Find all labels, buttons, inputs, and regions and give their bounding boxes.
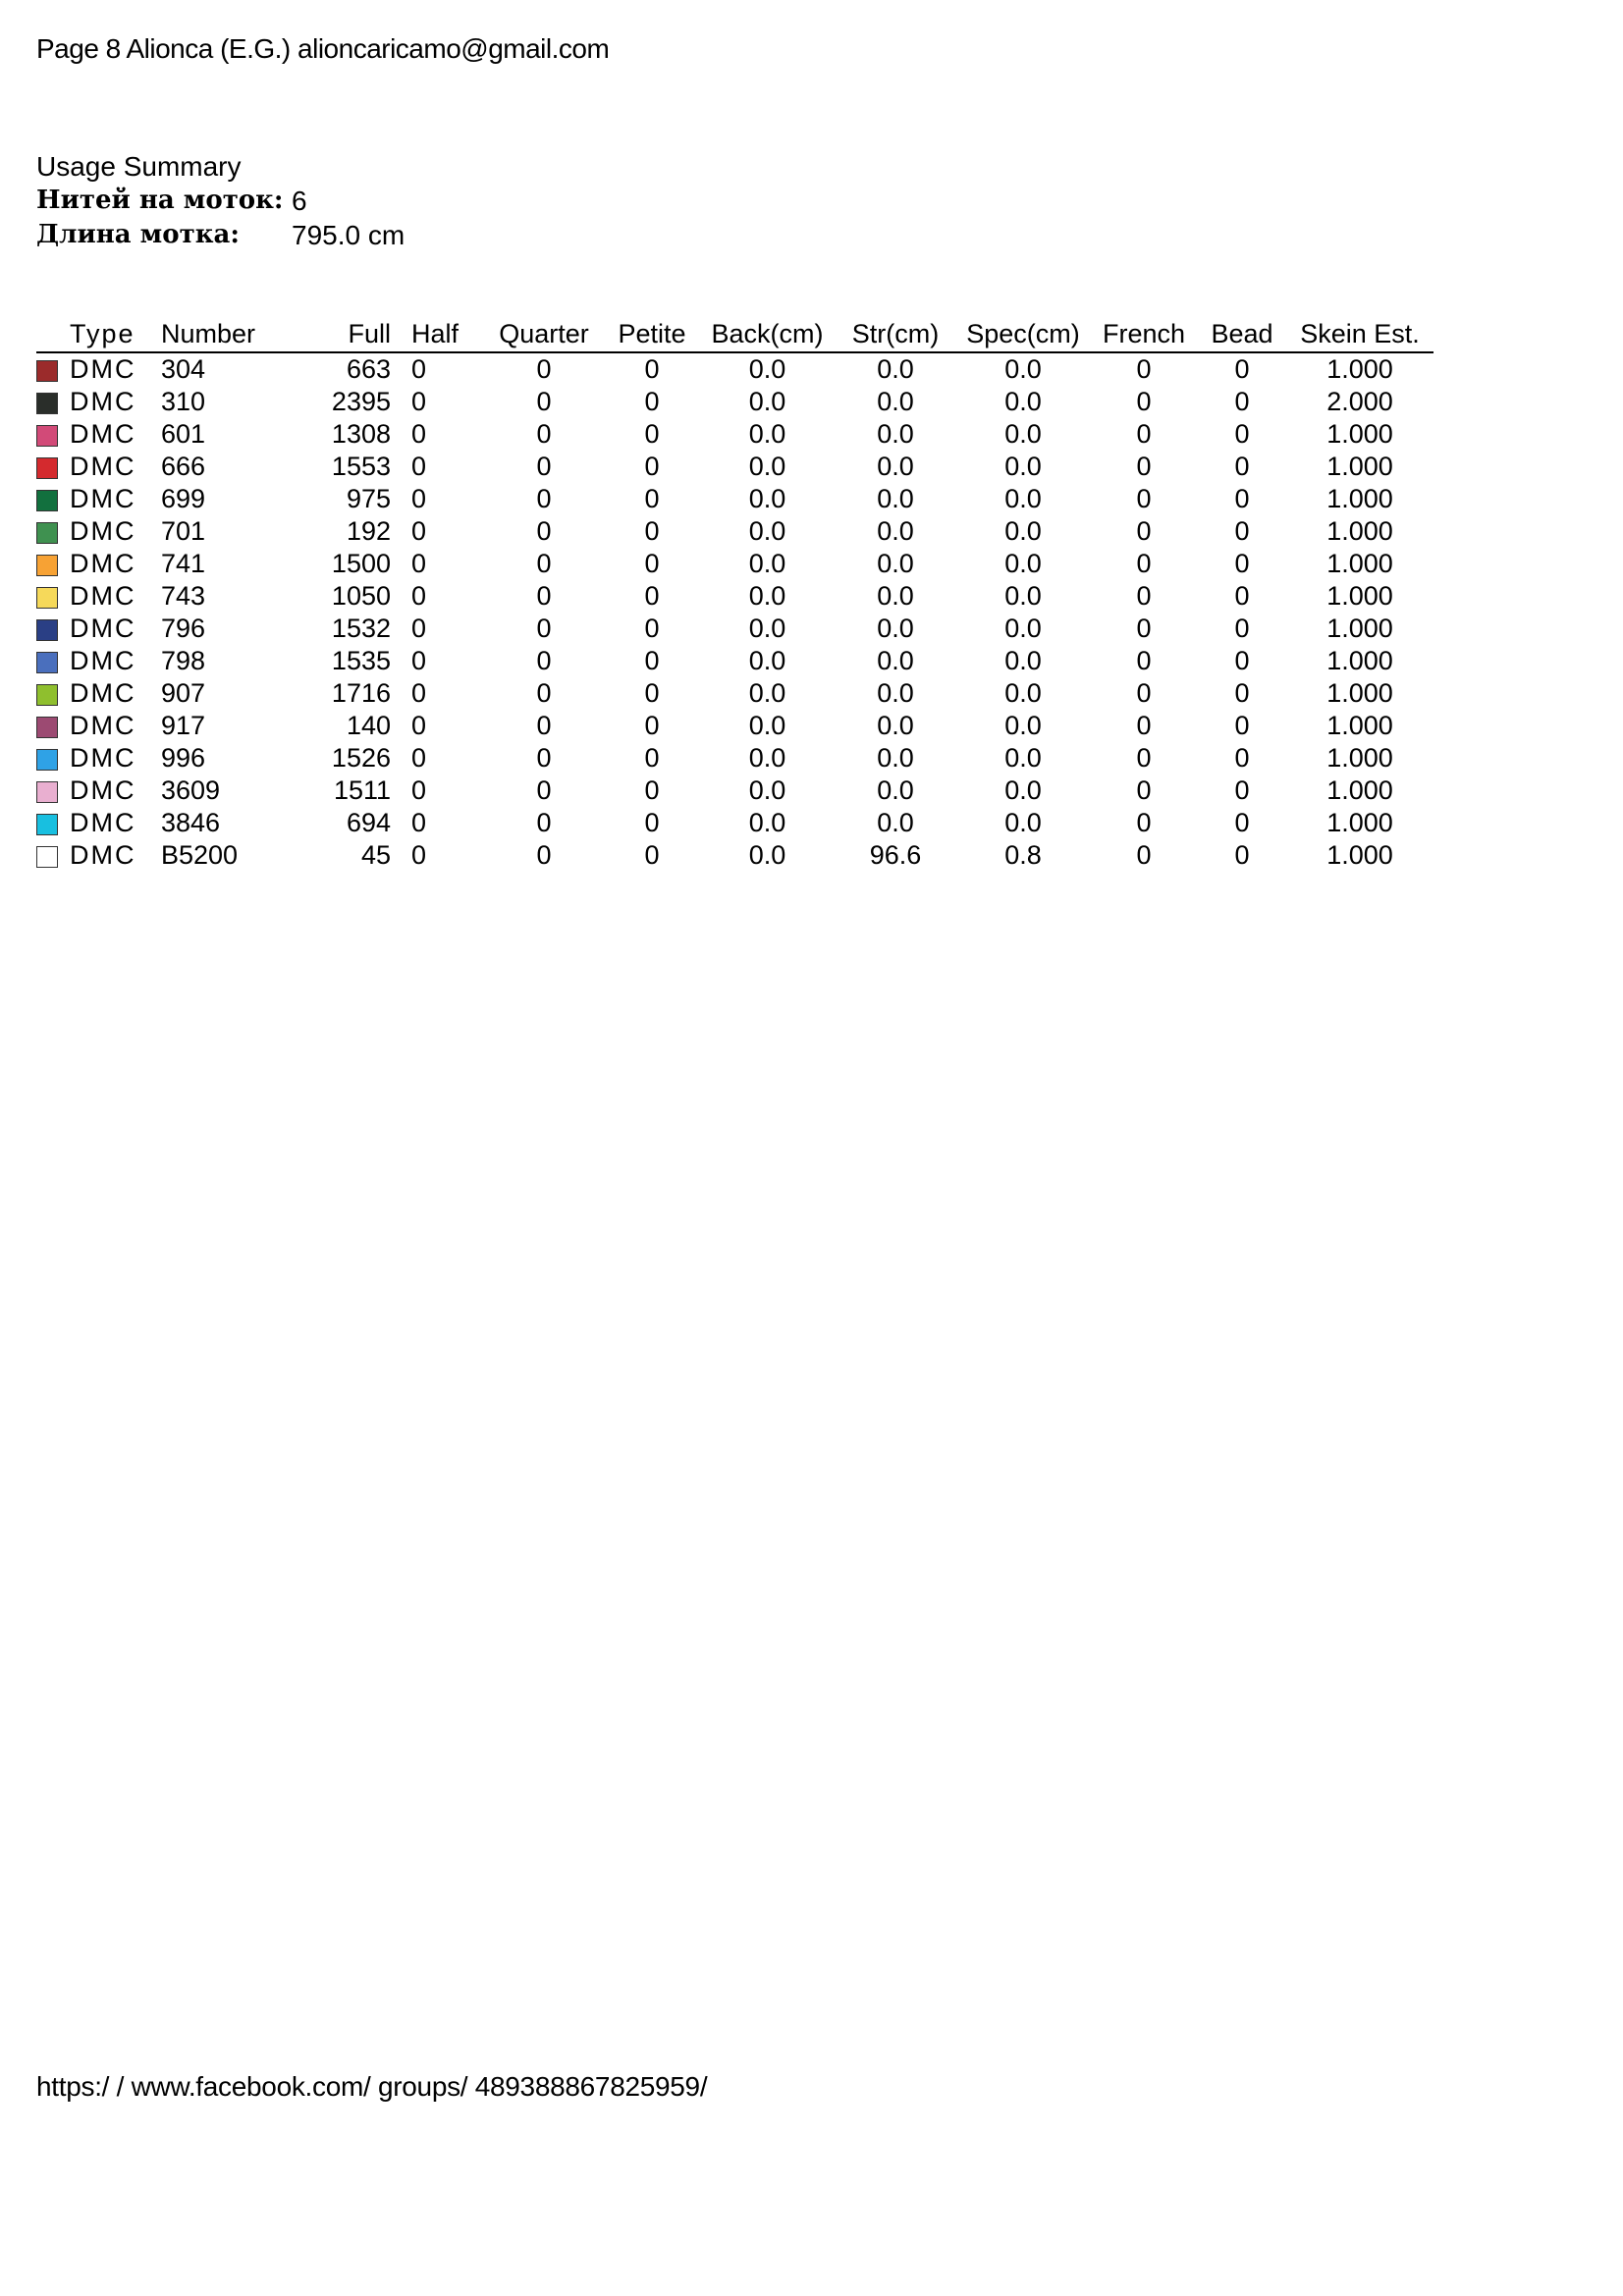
skein-cell: 1.000 <box>1326 614 1393 643</box>
french-cell: 0 <box>1136 678 1152 708</box>
back-cell: 0.0 <box>748 354 786 384</box>
half-cell: 0 <box>411 711 427 740</box>
spec-cell: 0.0 <box>1004 646 1042 675</box>
color-swatch-cell <box>36 774 70 807</box>
usage-summary <box>36 149 405 252</box>
color-swatch-cell <box>36 645 70 677</box>
number-cell: 701 <box>161 516 206 546</box>
quarter-cell: 0 <box>536 711 552 740</box>
quarter-cell: 0 <box>536 678 552 708</box>
color-swatch <box>36 425 58 447</box>
quarter-cell: 0 <box>536 549 552 578</box>
type-cell: DMC <box>70 419 136 449</box>
table-header-row <box>36 316 1434 352</box>
petite-cell: 0 <box>644 354 660 384</box>
back-cell: 0.0 <box>748 775 786 805</box>
table-row <box>36 677 1434 710</box>
color-swatch-cell <box>36 710 70 742</box>
full-cell: 1532 <box>331 614 391 643</box>
number-cell: 3609 <box>161 775 221 805</box>
str-cell: 96.6 <box>869 840 922 870</box>
full-cell: 1050 <box>331 581 391 611</box>
spec-cell: 0.0 <box>1004 743 1042 773</box>
quarter-cell: 0 <box>536 387 552 416</box>
half-cell: 0 <box>411 614 427 643</box>
header-full: Full <box>287 316 408 352</box>
number-cell: 796 <box>161 614 206 643</box>
bead-cell: 0 <box>1234 743 1250 773</box>
header-spec: Spec(cm) <box>956 316 1090 352</box>
table-row <box>36 580 1434 613</box>
number-cell: 798 <box>161 646 206 675</box>
table-row <box>36 352 1434 386</box>
str-cell: 0.0 <box>877 775 914 805</box>
color-swatch <box>36 490 58 511</box>
table-row <box>36 418 1434 451</box>
back-cell: 0.0 <box>748 452 786 481</box>
number-cell: B5200 <box>161 840 239 870</box>
quarter-cell: 0 <box>536 614 552 643</box>
color-swatch <box>36 522 58 544</box>
french-cell: 0 <box>1136 646 1152 675</box>
bead-cell: 0 <box>1234 775 1250 805</box>
color-swatch-cell <box>36 839 70 872</box>
summary-title: Usage Summary <box>36 151 242 182</box>
french-cell: 0 <box>1136 419 1152 449</box>
type-cell: DMC <box>70 484 136 513</box>
number-cell: 743 <box>161 581 206 611</box>
quarter-cell: 0 <box>536 808 552 837</box>
number-cell: 310 <box>161 387 206 416</box>
back-cell: 0.0 <box>748 614 786 643</box>
color-swatch <box>36 684 58 706</box>
color-swatch <box>36 717 58 738</box>
spec-cell: 0.0 <box>1004 614 1042 643</box>
full-cell: 694 <box>346 808 391 837</box>
color-swatch-cell <box>36 613 70 645</box>
type-cell: DMC <box>70 581 136 611</box>
table-row <box>36 386 1434 418</box>
half-cell: 0 <box>411 646 427 675</box>
color-swatch <box>36 457 58 479</box>
petite-cell: 0 <box>644 581 660 611</box>
type-cell: DMC <box>70 808 136 837</box>
full-cell: 1500 <box>331 549 391 578</box>
number-cell: 304 <box>161 354 206 384</box>
header-number: Number <box>161 316 287 352</box>
length-label: Длина мотка: <box>36 220 240 249</box>
spec-cell: 0.0 <box>1004 711 1042 740</box>
back-cell: 0.0 <box>748 484 786 513</box>
color-swatch <box>36 619 58 641</box>
half-cell: 0 <box>411 387 427 416</box>
str-cell: 0.0 <box>877 614 914 643</box>
number-cell: 917 <box>161 711 206 740</box>
type-cell: DMC <box>70 743 136 773</box>
header-french: French <box>1090 316 1198 352</box>
header-back: Back(cm) <box>700 316 835 352</box>
str-cell: 0.0 <box>877 549 914 578</box>
full-cell: 663 <box>346 354 391 384</box>
bead-cell: 0 <box>1234 549 1250 578</box>
spec-cell: 0.0 <box>1004 775 1042 805</box>
table-row <box>36 548 1434 580</box>
quarter-cell: 0 <box>536 484 552 513</box>
table-row <box>36 710 1434 742</box>
table-row <box>36 613 1434 645</box>
str-cell: 0.0 <box>877 484 914 513</box>
spec-cell: 0.0 <box>1004 354 1042 384</box>
petite-cell: 0 <box>644 808 660 837</box>
bead-cell: 0 <box>1234 646 1250 675</box>
table-row <box>36 807 1434 839</box>
petite-cell: 0 <box>644 452 660 481</box>
half-cell: 0 <box>411 516 427 546</box>
table-row <box>36 645 1434 677</box>
type-cell: DMC <box>70 387 136 416</box>
color-swatch-cell <box>36 386 70 418</box>
skein-cell: 1.000 <box>1326 484 1393 513</box>
length-value: 795.0 cm <box>292 220 406 250</box>
swatch-header <box>36 316 70 352</box>
number-cell: 699 <box>161 484 206 513</box>
thread-usage-table <box>36 316 1434 872</box>
skein-cell: 1.000 <box>1326 711 1393 740</box>
french-cell: 0 <box>1136 516 1152 546</box>
quarter-cell: 0 <box>536 743 552 773</box>
color-swatch-cell <box>36 483 70 515</box>
full-cell: 1535 <box>331 646 391 675</box>
length-row <box>36 218 405 252</box>
full-cell: 1553 <box>331 452 391 481</box>
petite-cell: 0 <box>644 840 660 870</box>
back-cell: 0.0 <box>748 581 786 611</box>
table-row <box>36 515 1434 548</box>
spec-cell: 0.0 <box>1004 678 1042 708</box>
french-cell: 0 <box>1136 354 1152 384</box>
back-cell: 0.0 <box>748 678 786 708</box>
petite-cell: 0 <box>644 711 660 740</box>
page-footer-url: https:/ / www.facebook.com/ groups/ 489388867825959/ <box>36 2071 708 2102</box>
color-swatch-cell <box>36 548 70 580</box>
french-cell: 0 <box>1136 452 1152 481</box>
number-cell: 996 <box>161 743 206 773</box>
french-cell: 0 <box>1136 840 1152 870</box>
bead-cell: 0 <box>1234 516 1250 546</box>
french-cell: 0 <box>1136 614 1152 643</box>
header-half: Half <box>408 316 484 352</box>
type-cell: DMC <box>70 840 136 870</box>
page-header: Page 8 Alionca (E.G.) alioncaricamo@gmail.com <box>36 33 610 64</box>
type-cell: DMC <box>70 516 136 546</box>
skein-cell: 1.000 <box>1326 840 1393 870</box>
bead-cell: 0 <box>1234 452 1250 481</box>
skein-cell: 1.000 <box>1326 743 1393 773</box>
table-row <box>36 839 1434 872</box>
str-cell: 0.0 <box>877 743 914 773</box>
type-cell: DMC <box>70 614 136 643</box>
spec-cell: 0.0 <box>1004 452 1042 481</box>
quarter-cell: 0 <box>536 581 552 611</box>
petite-cell: 0 <box>644 419 660 449</box>
back-cell: 0.0 <box>748 549 786 578</box>
half-cell: 0 <box>411 452 427 481</box>
french-cell: 0 <box>1136 775 1152 805</box>
half-cell: 0 <box>411 775 427 805</box>
skein-cell: 1.000 <box>1326 419 1393 449</box>
color-swatch <box>36 749 58 771</box>
color-swatch <box>36 781 58 803</box>
header-quarter: Quarter <box>484 316 604 352</box>
skein-cell: 1.000 <box>1326 452 1393 481</box>
back-cell: 0.0 <box>748 743 786 773</box>
half-cell: 0 <box>411 484 427 513</box>
petite-cell: 0 <box>644 775 660 805</box>
petite-cell: 0 <box>644 678 660 708</box>
petite-cell: 0 <box>644 614 660 643</box>
half-cell: 0 <box>411 549 427 578</box>
french-cell: 0 <box>1136 581 1152 611</box>
color-swatch <box>36 652 58 673</box>
str-cell: 0.0 <box>877 419 914 449</box>
quarter-cell: 0 <box>536 775 552 805</box>
full-cell: 2395 <box>331 387 391 416</box>
color-swatch-cell <box>36 677 70 710</box>
bead-cell: 0 <box>1234 678 1250 708</box>
type-cell: DMC <box>70 452 136 481</box>
bead-cell: 0 <box>1234 419 1250 449</box>
header-petite: Petite <box>604 316 700 352</box>
full-cell: 1716 <box>331 678 391 708</box>
number-cell: 666 <box>161 452 206 481</box>
color-swatch <box>36 846 58 868</box>
color-swatch <box>36 814 58 835</box>
bead-cell: 0 <box>1234 840 1250 870</box>
french-cell: 0 <box>1136 387 1152 416</box>
half-cell: 0 <box>411 808 427 837</box>
skein-cell: 1.000 <box>1326 354 1393 384</box>
str-cell: 0.0 <box>877 581 914 611</box>
table-body <box>36 352 1434 872</box>
type-cell: DMC <box>70 775 136 805</box>
bead-cell: 0 <box>1234 581 1250 611</box>
number-cell: 3846 <box>161 808 221 837</box>
petite-cell: 0 <box>644 484 660 513</box>
full-cell: 1526 <box>331 743 391 773</box>
half-cell: 0 <box>411 840 427 870</box>
color-swatch-cell <box>36 352 70 386</box>
skein-cell: 1.000 <box>1326 581 1393 611</box>
header-bead: Bead <box>1198 316 1286 352</box>
color-swatch <box>36 360 58 382</box>
spec-cell: 0.0 <box>1004 581 1042 611</box>
petite-cell: 0 <box>644 743 660 773</box>
back-cell: 0.0 <box>748 711 786 740</box>
str-cell: 0.0 <box>877 808 914 837</box>
strands-row <box>36 184 405 218</box>
quarter-cell: 0 <box>536 840 552 870</box>
str-cell: 0.0 <box>877 711 914 740</box>
half-cell: 0 <box>411 419 427 449</box>
french-cell: 0 <box>1136 808 1152 837</box>
bead-cell: 0 <box>1234 387 1250 416</box>
spec-cell: 0.0 <box>1004 808 1042 837</box>
quarter-cell: 0 <box>536 646 552 675</box>
type-cell: DMC <box>70 646 136 675</box>
color-swatch-cell <box>36 580 70 613</box>
skein-cell: 1.000 <box>1326 808 1393 837</box>
type-cell: DMC <box>70 354 136 384</box>
skein-cell: 2.000 <box>1326 387 1393 416</box>
strands-value: 6 <box>292 186 307 216</box>
french-cell: 0 <box>1136 711 1152 740</box>
spec-cell: 0.0 <box>1004 387 1042 416</box>
full-cell: 975 <box>346 484 391 513</box>
french-cell: 0 <box>1136 743 1152 773</box>
petite-cell: 0 <box>644 549 660 578</box>
skein-cell: 1.000 <box>1326 775 1393 805</box>
color-swatch-cell <box>36 742 70 774</box>
back-cell: 0.0 <box>748 808 786 837</box>
full-cell: 140 <box>346 711 391 740</box>
petite-cell: 0 <box>644 646 660 675</box>
back-cell: 0.0 <box>748 387 786 416</box>
spec-cell: 0.8 <box>1004 840 1042 870</box>
header-str: Str(cm) <box>835 316 956 352</box>
petite-cell: 0 <box>644 387 660 416</box>
color-swatch-cell <box>36 451 70 483</box>
spec-cell: 0.0 <box>1004 419 1042 449</box>
skein-cell: 1.000 <box>1326 678 1393 708</box>
number-cell: 741 <box>161 549 206 578</box>
full-cell: 45 <box>360 840 391 870</box>
skein-cell: 1.000 <box>1326 549 1393 578</box>
half-cell: 0 <box>411 581 427 611</box>
str-cell: 0.0 <box>877 678 914 708</box>
back-cell: 0.0 <box>748 516 786 546</box>
bead-cell: 0 <box>1234 711 1250 740</box>
half-cell: 0 <box>411 354 427 384</box>
spec-cell: 0.0 <box>1004 516 1042 546</box>
type-cell: DMC <box>70 549 136 578</box>
half-cell: 0 <box>411 678 427 708</box>
color-swatch <box>36 587 58 609</box>
back-cell: 0.0 <box>748 840 786 870</box>
back-cell: 0.0 <box>748 419 786 449</box>
skein-cell: 1.000 <box>1326 516 1393 546</box>
bead-cell: 0 <box>1234 614 1250 643</box>
full-cell: 1308 <box>331 419 391 449</box>
bead-cell: 0 <box>1234 354 1250 384</box>
type-cell: DMC <box>70 678 136 708</box>
str-cell: 0.0 <box>877 354 914 384</box>
french-cell: 0 <box>1136 549 1152 578</box>
quarter-cell: 0 <box>536 516 552 546</box>
back-cell: 0.0 <box>748 646 786 675</box>
header-type: Type <box>70 316 161 352</box>
header-skein-est: Skein Est. <box>1286 316 1434 352</box>
str-cell: 0.0 <box>877 516 914 546</box>
table-row <box>36 483 1434 515</box>
str-cell: 0.0 <box>877 452 914 481</box>
type-cell: DMC <box>70 711 136 740</box>
table-row <box>36 451 1434 483</box>
color-swatch-cell <box>36 515 70 548</box>
table-row <box>36 742 1434 774</box>
spec-cell: 0.0 <box>1004 549 1042 578</box>
skein-cell: 1.000 <box>1326 646 1393 675</box>
number-cell: 907 <box>161 678 206 708</box>
color-swatch <box>36 393 58 414</box>
quarter-cell: 0 <box>536 419 552 449</box>
french-cell: 0 <box>1136 484 1152 513</box>
str-cell: 0.0 <box>877 646 914 675</box>
strands-label: Нитей на моток: <box>36 186 284 215</box>
petite-cell: 0 <box>644 516 660 546</box>
str-cell: 0.0 <box>877 387 914 416</box>
bead-cell: 0 <box>1234 808 1250 837</box>
color-swatch-cell <box>36 418 70 451</box>
color-swatch-cell <box>36 807 70 839</box>
quarter-cell: 0 <box>536 354 552 384</box>
quarter-cell: 0 <box>536 452 552 481</box>
full-cell: 1511 <box>333 775 391 805</box>
color-swatch <box>36 555 58 576</box>
bead-cell: 0 <box>1234 484 1250 513</box>
table-row <box>36 774 1434 807</box>
half-cell: 0 <box>411 743 427 773</box>
spec-cell: 0.0 <box>1004 484 1042 513</box>
full-cell: 192 <box>346 516 391 546</box>
number-cell: 601 <box>161 419 206 449</box>
